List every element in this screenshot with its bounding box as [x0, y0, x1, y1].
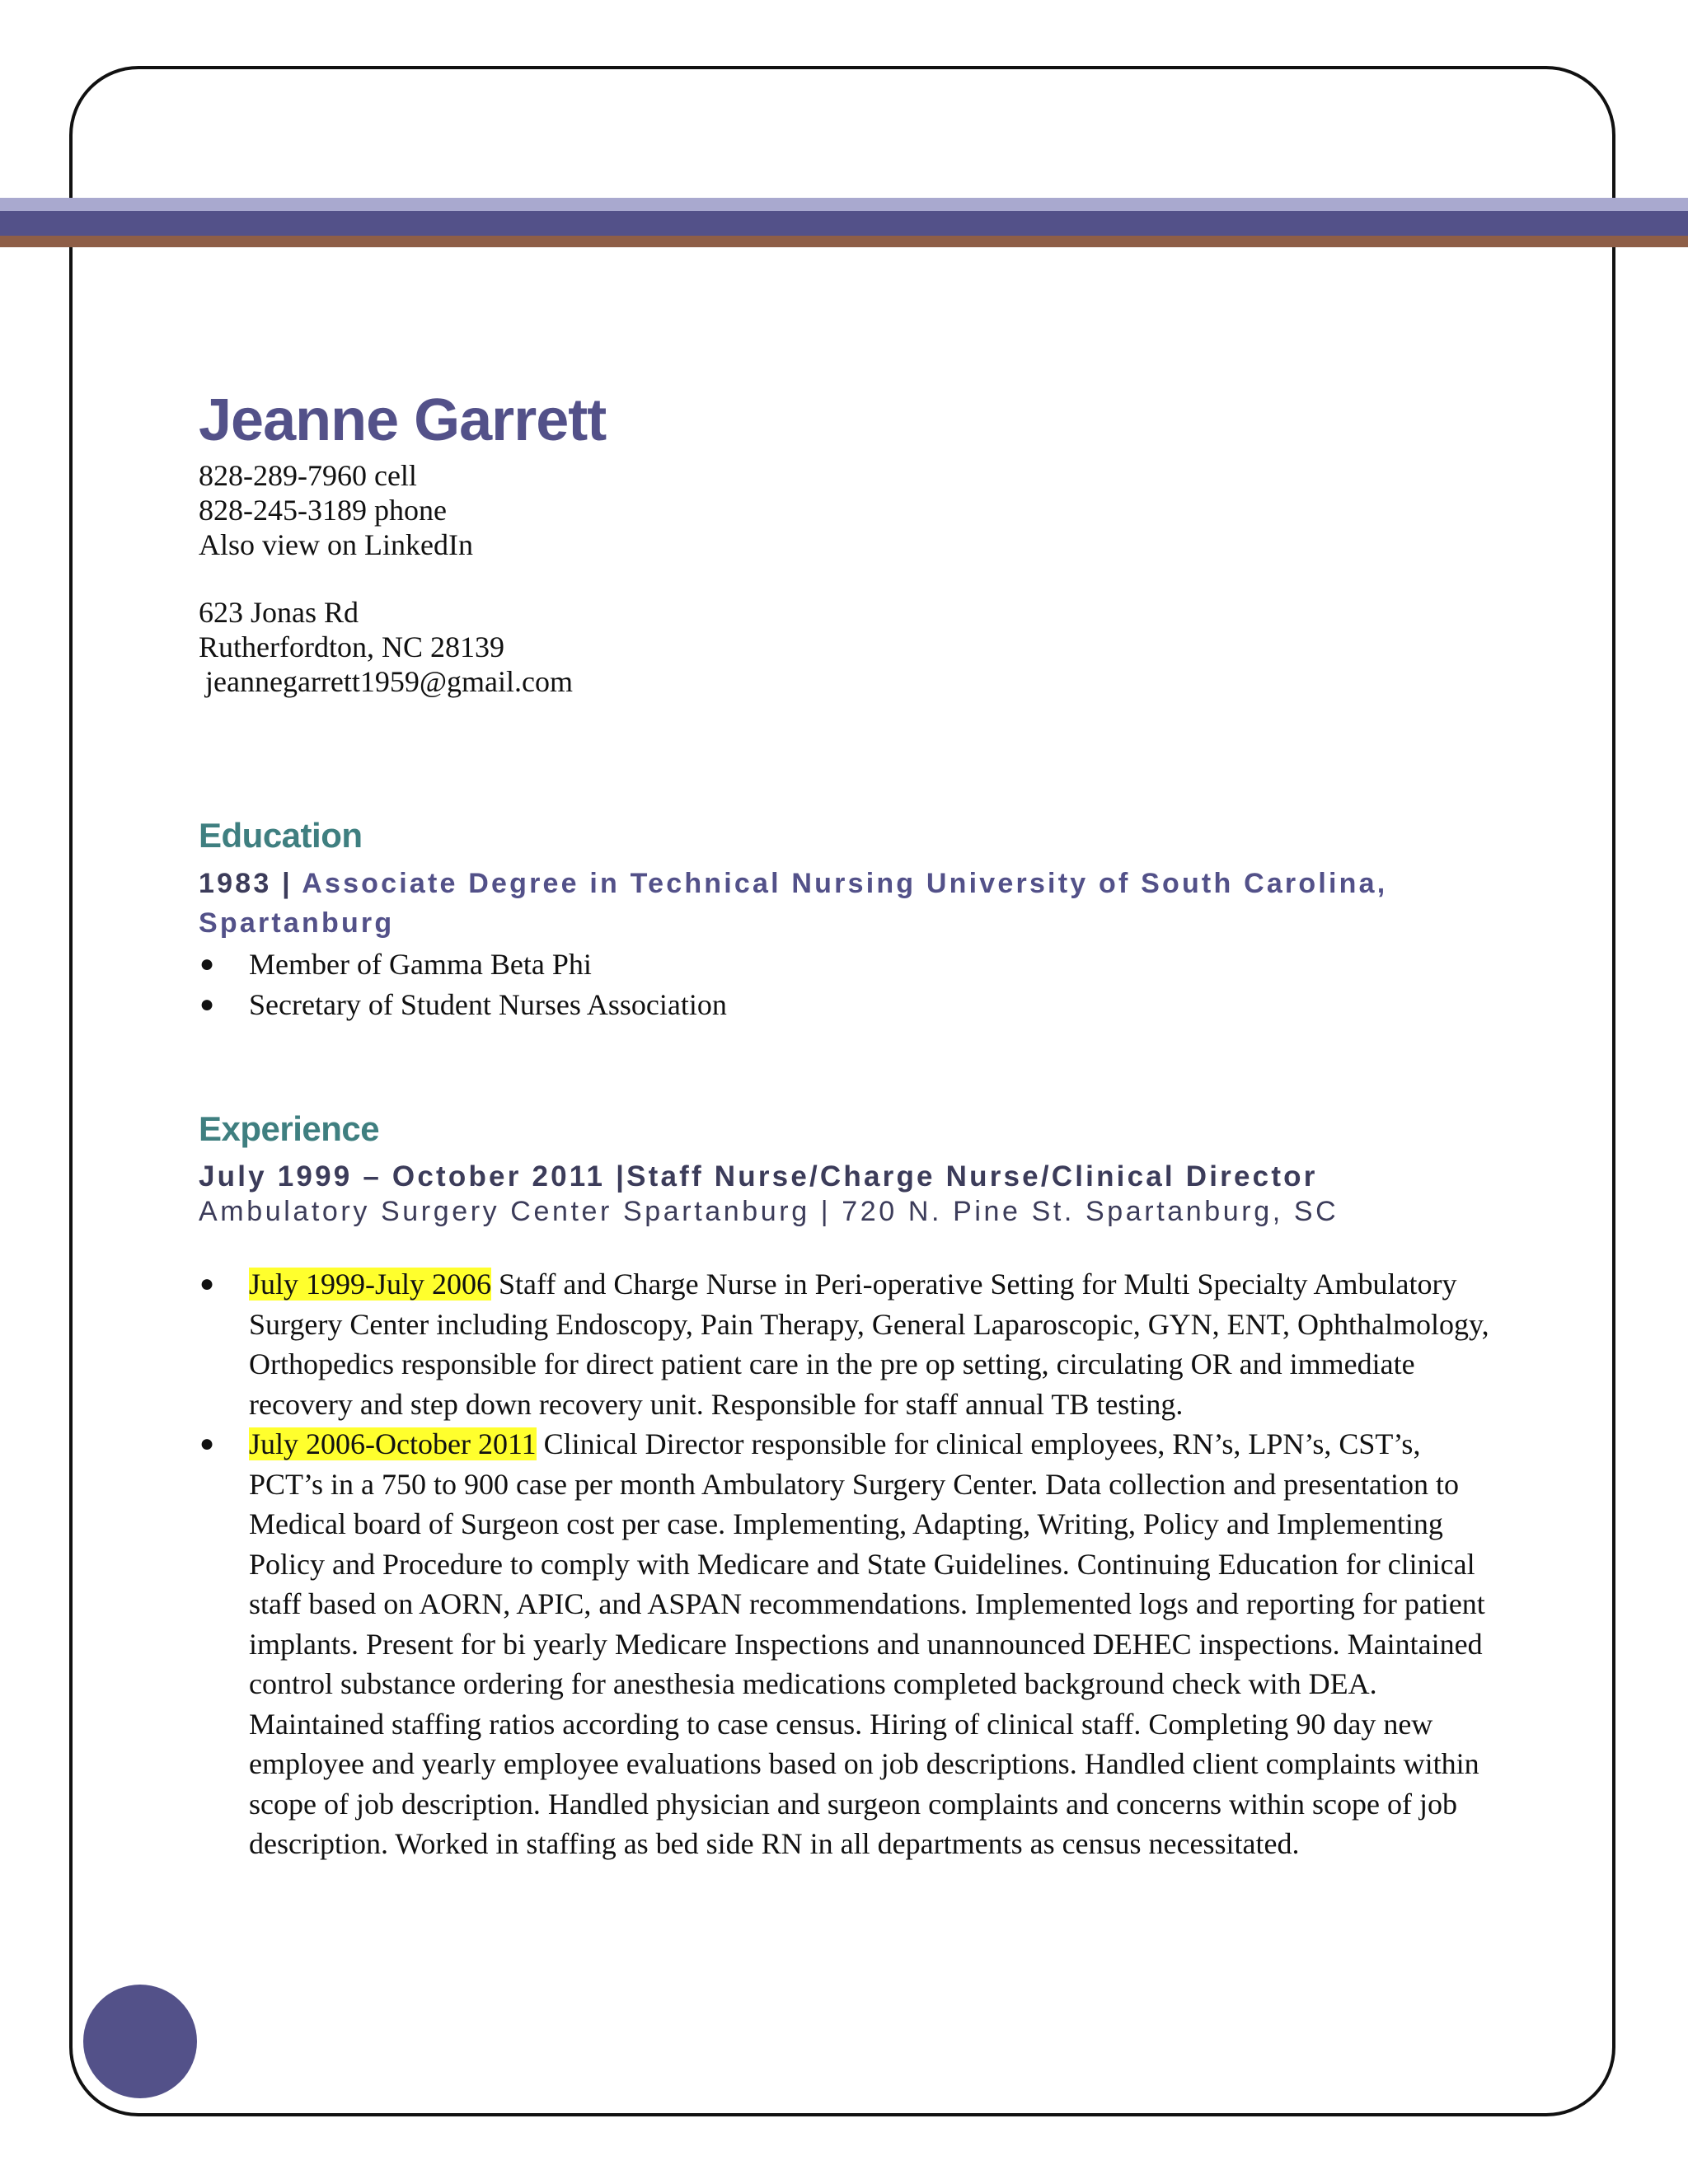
street-address: 623 Jonas Rd — [199, 596, 359, 629]
cell-phone: 828-289-7960 cell — [199, 459, 417, 492]
decorative-circle — [83, 1985, 197, 2098]
experience-bullets — [199, 1264, 1501, 1864]
header-band-dark — [0, 211, 1688, 236]
bullet-icon: ● — [199, 990, 215, 1018]
experience-description: Staff and Charge Nurse in Peri-operative Setting for Multi Specialty Ambulatory Surgery Center including Endoscopy, Pain Therapy, General Laparoscopic, GYN, ENT, Ophthalmology, Orthopedics responsible for direct patient care in the pre op setting, circulating OR and immediate recovery and step down recovery unit. Responsible for staff annual TB testing. — [249, 1268, 1489, 1421]
experience-description: Clinical Director responsible for clinical employees, RN’s, LPN’s, CST’s, PCT’s in a 750 to 900 case per month Ambulatory Surgery Center. Data collection and presentation to Medical board of Surgeon cost per case. Implementing, Adapting, Writing, Policy and Implementing Policy and Procedure to comply with Medicare and State Guidelines. Continuing Education for clinical staff based on AORN, APIC, and ASPAN recommendations. Implemented logs and reporting for patient implants. Present for bi yearly Medicare Inspections and unannounced DEHEC inspections. Maintained control substance ordering for anesthesia medications completed background check with DEA. Maintained staffing ratios according to case census. Hiring of clinical staff. Completing 90 day new employee and yearly employee evaluations based on job descriptions. Handled client complaints within scope of job description. Handled physician and surgeon complaints and concerns within scope of job description. Worked in staffing as bed side RN in all departments as census necessitated. — [249, 1427, 1485, 1860]
experience-heading: Experience — [199, 1109, 380, 1148]
education-degree: Associate Degree in Technical Nursing University of South Carolina, Spartanburg — [199, 868, 1388, 939]
contact-block — [199, 458, 473, 562]
education-year: 1983 — [199, 868, 272, 899]
list-item — [199, 1264, 1501, 1424]
list-item: ● Secretary of Student Nurses Association — [199, 985, 1501, 1025]
education-separator: | — [282, 868, 293, 899]
bullet-icon: ● — [199, 1430, 215, 1457]
experience-employer-line: Ambulatory Surgery Center Spartanburg | 720 N. Pine St. Spartanburg, SC — [199, 1196, 1339, 1227]
header-band-brown — [0, 236, 1688, 247]
date-highlight: July 1999-July 2006 — [249, 1268, 492, 1301]
city-state-zip: Rutherfordton, NC 28139 — [199, 630, 504, 663]
resume-name: Jeanne Garrett — [199, 387, 607, 453]
list-item — [199, 1424, 1501, 1864]
home-phone: 828-245-3189 phone — [199, 494, 447, 527]
bullet-icon: ● — [199, 950, 215, 977]
education-heading: Education — [199, 816, 363, 855]
header-band-light — [0, 198, 1688, 211]
education-bullets — [199, 944, 1501, 1024]
address-block — [199, 595, 573, 699]
experience-title-line: July 1999 – October 2011 |Staff Nurse/Charge Nurse/Clinical Director — [199, 1160, 1318, 1193]
list-item: ● Member of Gamma Beta Phi — [199, 944, 1501, 985]
bullet-icon: ● — [199, 1270, 215, 1297]
email-address: jeannegarrett1959@gmail.com — [205, 665, 573, 698]
education-entry — [199, 864, 1501, 943]
date-highlight: July 2006-October 2011 — [249, 1427, 537, 1460]
linkedin-note: Also view on LinkedIn — [199, 528, 473, 561]
